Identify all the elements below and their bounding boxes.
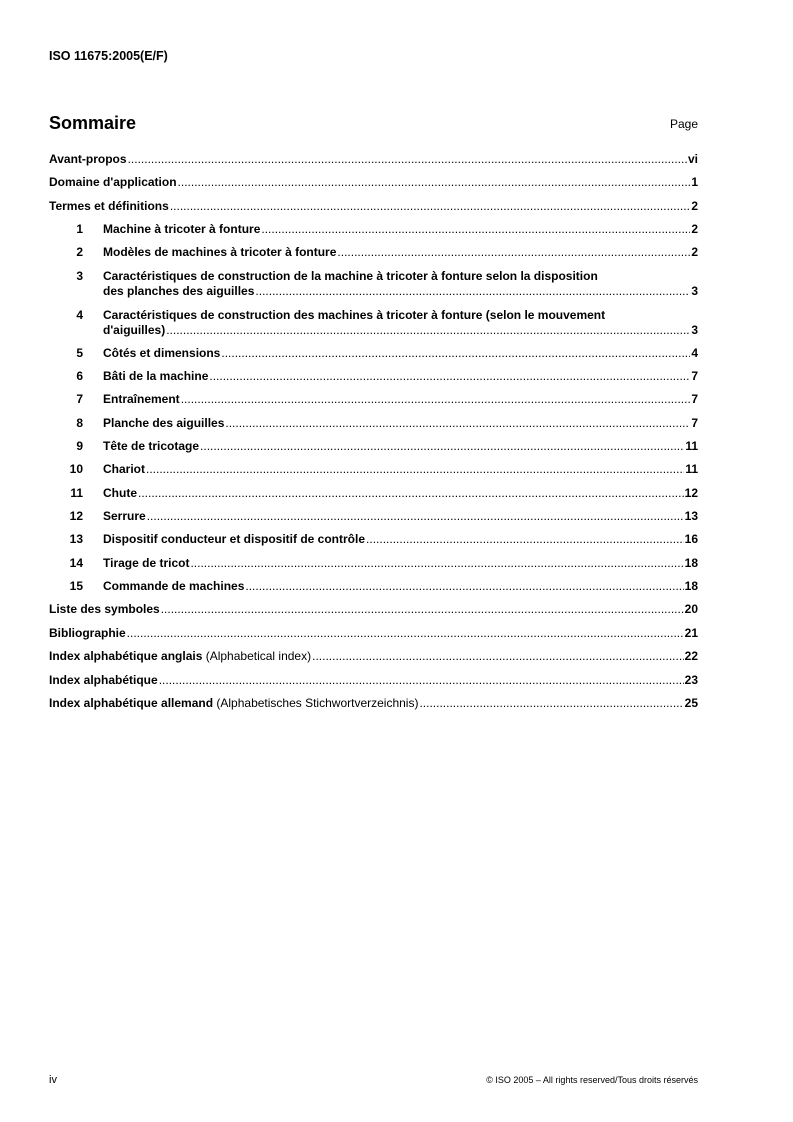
leader-dots: [181, 392, 691, 407]
toc-entry-number: 1: [76, 222, 83, 236]
toc-entry-title: Liste des symboles: [49, 602, 160, 616]
leader-dots: [245, 579, 683, 594]
toc-title: Sommaire: [49, 113, 137, 133]
document-id: ISO 11675:2005(E/F): [49, 49, 168, 63]
toc-entry-title: Dispositif conducteur et dispositif de contrôle: [103, 532, 366, 546]
toc-entry-title: d'aiguilles): [103, 323, 166, 337]
toc-entry-2[interactable]: [49, 245, 698, 260]
toc-entry-number: 4: [76, 308, 83, 322]
leader-dots: [337, 245, 690, 260]
toc-entry-page: 12: [684, 486, 698, 500]
leader-dots: [366, 532, 684, 547]
leader-dots: [147, 509, 684, 524]
leader-dots: [170, 199, 691, 214]
toc-entry-page: 13: [684, 509, 698, 523]
toc-entry-index-anglais[interactable]: [49, 649, 698, 664]
toc-entry-number: 8: [76, 416, 83, 430]
toc-entry-5[interactable]: [49, 346, 698, 361]
toc-entry-page: 25: [684, 696, 698, 710]
leader-dots: [138, 486, 684, 501]
toc-entry-page: 2: [691, 245, 698, 259]
toc-entry-title: Commande de machines: [103, 579, 245, 593]
toc-entry-4[interactable]: [49, 308, 698, 338]
footer-copyright: © ISO 2005 – All rights reserved/Tous droits réservés: [486, 1075, 698, 1085]
toc-entry-number: 14: [69, 556, 83, 570]
toc-entry-number: 3: [76, 269, 83, 283]
toc-entry-title: Index alphabétique: [49, 673, 158, 687]
toc-entry-liste-symboles[interactable]: [49, 602, 698, 617]
toc-entry-title: Domaine d'application: [49, 175, 177, 189]
footer-page-number: iv: [49, 1074, 57, 1086]
toc-entry-page: 11: [685, 439, 698, 453]
toc-entry-page: 16: [684, 532, 698, 546]
toc-entry-14[interactable]: [49, 556, 698, 571]
toc-entry-number: 15: [69, 579, 83, 593]
toc-entry-page: 7: [691, 369, 698, 383]
toc-entry-title: Index alphabétique anglais (Alphabetical index): [49, 649, 312, 663]
page-column-label: Page: [669, 117, 698, 131]
toc-entry-page: 22: [684, 649, 698, 663]
toc-entry-title: Bibliographie: [49, 626, 126, 640]
toc-entry-12[interactable]: [49, 509, 698, 524]
toc-entry-title: Machine à tricoter à fonture: [103, 222, 261, 236]
toc-entry-page: 2: [691, 222, 698, 236]
toc-entry-number: 9: [76, 439, 83, 453]
toc-entry-title: Tête de tricotage: [103, 439, 200, 453]
toc-heading: [49, 113, 698, 134]
leader-dots: [200, 439, 684, 454]
toc-entry-page: 2: [691, 199, 698, 213]
toc-entry-number: 10: [69, 462, 83, 476]
toc-entry-8[interactable]: [49, 416, 698, 431]
leader-dots: [209, 369, 690, 384]
toc-entry-page: 20: [684, 602, 698, 616]
toc-entry-subtitle: (Alphabetisches Stichwortverzeichnis): [213, 696, 419, 710]
toc-entry-title-line1: Caractéristiques de construction des machines à tricoter à fonture (selon le mouvement: [103, 308, 606, 322]
toc-entry-index-allemand[interactable]: [49, 696, 698, 711]
toc-entry-domaine[interactable]: [49, 175, 698, 190]
toc-entry-title: Chariot: [103, 462, 145, 476]
leader-dots: [166, 323, 690, 338]
leader-dots: [225, 416, 690, 431]
leader-dots: [127, 626, 684, 641]
toc-entry-index[interactable]: [49, 673, 698, 688]
toc-entry-title: Bâti de la machine: [103, 369, 209, 383]
toc-entry-title: Index alphabétique allemand (Alphabetisches Stichwortverzeichnis): [49, 696, 419, 710]
toc-entry-page: 3: [691, 284, 698, 298]
leader-dots: [221, 346, 690, 361]
toc-entry-10[interactable]: [49, 462, 698, 477]
toc-entry-9[interactable]: [49, 439, 698, 454]
leader-dots: [255, 284, 690, 299]
toc-entry-3[interactable]: [49, 269, 698, 299]
toc-entry-number: 2: [76, 245, 83, 259]
toc-entry-6[interactable]: [49, 369, 698, 384]
toc-entry-title: Avant-propos: [49, 152, 127, 166]
leader-dots: [159, 673, 684, 688]
toc-entry-number: 12: [69, 509, 83, 523]
leader-dots: [419, 696, 683, 711]
toc-entry-page: 3: [691, 323, 698, 337]
toc-entry-page: 21: [684, 626, 698, 640]
toc-entry-avant-propos[interactable]: [49, 152, 698, 167]
toc-entry-number: 7: [76, 392, 83, 406]
toc-entry-termes[interactable]: [49, 199, 698, 214]
toc-entry-page: vi: [687, 152, 698, 166]
toc-entry-title: Termes et définitions: [49, 199, 169, 213]
toc-entry-title: Entraînement: [103, 392, 180, 406]
toc-entry-page: 4: [691, 346, 698, 360]
toc-entry-1[interactable]: [49, 222, 698, 237]
toc-entry-15[interactable]: [49, 579, 698, 594]
toc-entry-page: 11: [685, 462, 698, 476]
leader-dots: [128, 152, 687, 167]
toc-entry-page: 1: [691, 175, 698, 189]
toc-entry-page: 7: [691, 392, 698, 406]
toc-entry-7[interactable]: [49, 392, 698, 407]
toc-entry-page: 7: [691, 416, 698, 430]
toc-entry-title: des planches des aiguilles: [103, 284, 255, 298]
toc-entry-11[interactable]: [49, 486, 698, 501]
toc-entry-page: 18: [684, 579, 698, 593]
toc-entry-number: 11: [70, 486, 83, 500]
toc-entry-number: 13: [69, 532, 83, 546]
toc-entry-page: 23: [684, 673, 698, 687]
toc-entry-title: Chute: [103, 486, 137, 500]
toc-entry-13[interactable]: [49, 532, 698, 547]
toc-entry-title: Planche des aiguilles: [103, 416, 225, 430]
toc-entry-subtitle: (Alphabetical index): [202, 649, 312, 663]
toc-entry-title: Côtés et dimensions: [103, 346, 221, 360]
leader-dots: [261, 222, 690, 237]
toc-entry-bibliographie[interactable]: [49, 626, 698, 641]
leader-dots: [161, 602, 684, 617]
toc-entry-number: 5: [76, 346, 83, 360]
leader-dots: [146, 462, 684, 477]
toc-entry-number: 6: [76, 369, 83, 383]
toc-entry-title: Tirage de tricot: [103, 556, 190, 570]
toc-entry-title-line1: Caractéristiques de construction de la machine à tricoter à fonture selon la disposition: [103, 269, 598, 283]
leader-dots: [190, 556, 683, 571]
toc-entry-page: 18: [684, 556, 698, 570]
leader-dots: [178, 175, 691, 190]
toc-entry-title: Serrure: [103, 509, 146, 523]
leader-dots: [312, 649, 684, 664]
toc-entry-title: Modèles de machines à tricoter à fonture: [103, 245, 337, 259]
